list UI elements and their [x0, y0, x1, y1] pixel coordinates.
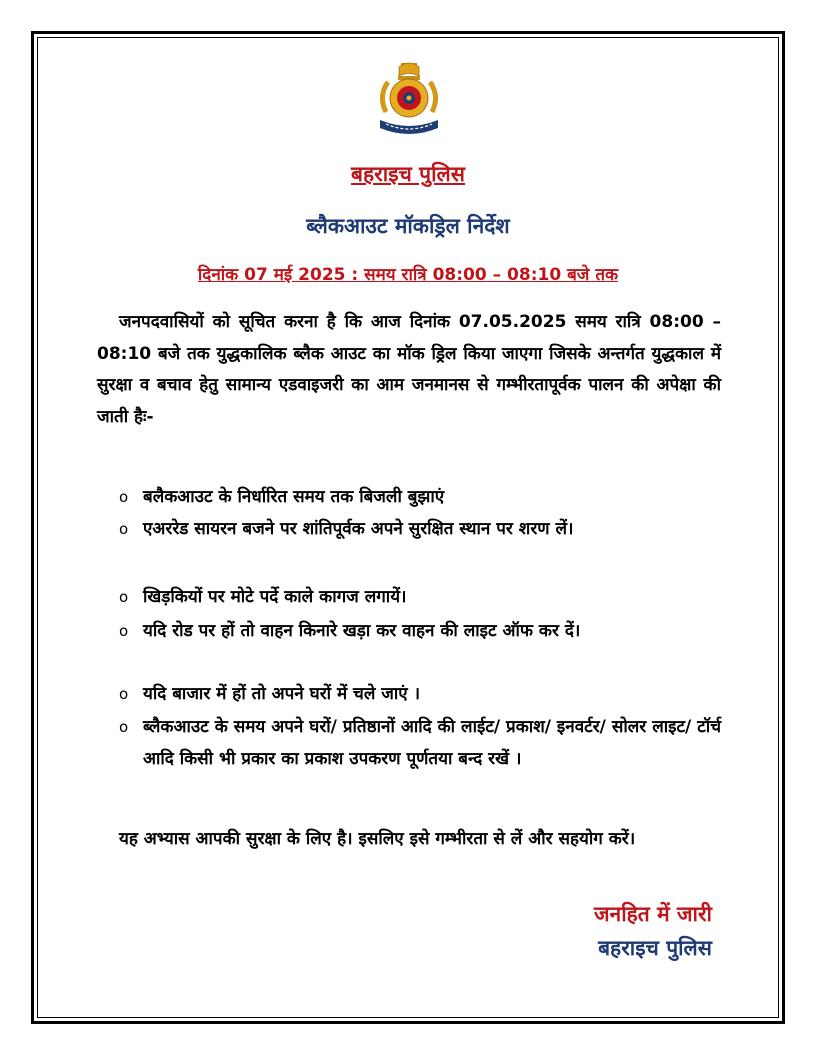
advisory-item	[119, 582, 721, 614]
bullet-circle-icon: o	[119, 718, 129, 736]
closing-paragraph: यह अभ्यास आपकी सुरक्षा के लिए है। इसलिए इसे गम्भीरता से लें और सहयोग करें।	[119, 829, 636, 849]
advisory-item	[119, 482, 721, 514]
advisory-item	[119, 712, 721, 775]
bullet-circle-icon: o	[119, 588, 129, 606]
issued-in-public-interest: जनहित में जारी	[593, 902, 712, 926]
bullet-circle-icon: o	[119, 685, 129, 703]
org-title: बहराइच पुलिस	[351, 162, 465, 186]
signature-org: बहराइच पुलिस	[598, 936, 712, 960]
advisory-text: बलैकआउट के निर्धारित समय तक बिजली बुझाएं	[143, 487, 445, 507]
document-title: ब्लैकआउट मॉकड्रिल निर्देश	[306, 214, 510, 238]
advisory-item	[119, 616, 721, 648]
bullet-circle-icon: o	[119, 622, 129, 640]
advisory-text: एअररेड सायरन बजने पर शांतिपूर्वक अपने सुरक्षित स्थान पर शरण लें।	[143, 519, 574, 539]
intro-paragraph: जनपदवासियों को सूचित करना है कि आज दिनांक 07.05.2025 समय रात्रि 08:00 – 08:10 बजे तक युद्धकालिक ब्लैक आउट का मॉक ड्रिल किया जाएगा जिसके अन्तर्गत युद्धकाल में सुरक्षा व बचाव हेतु सामान्य एडवाइजरी का आम जनमानस से गम्भीरतापूर्वक पालन की अपेक्षा की जाती हैः-	[97, 312, 721, 427]
date-time-line: दिनांक 07 मई 2025 : समय रात्रि 08:00 – 08:10 बजे तक	[197, 265, 619, 285]
bullet-circle-icon: o	[119, 488, 129, 506]
advisory-text: खिड़कियों पर मोटे पर्दे काले कागज लगायें।	[143, 587, 407, 607]
bullet-circle-icon: o	[119, 520, 129, 538]
advisory-item	[119, 679, 721, 711]
advisory-text: यदि रोड पर हों तो वाहन किनारे खड़ा कर वाहन की लाइट ऑफ कर दें।	[143, 621, 581, 641]
advisory-text: यदि बाजार में हों तो अपने घरों में चले जाएं ।	[143, 684, 421, 704]
up-police-emblem-icon	[372, 58, 446, 142]
advisory-item	[119, 514, 721, 546]
advisory-text: ब्लैकआउट के समय अपने घरों/ प्रतिष्ठानों आदि की लाईट/ प्रकाश/ इनवर्टर/ सोलर लाइट/ टॉर्च आदि किसी भी प्रकार का प्रकाश उपकरण पूर्णतया बन्द रखें ।	[143, 717, 721, 769]
